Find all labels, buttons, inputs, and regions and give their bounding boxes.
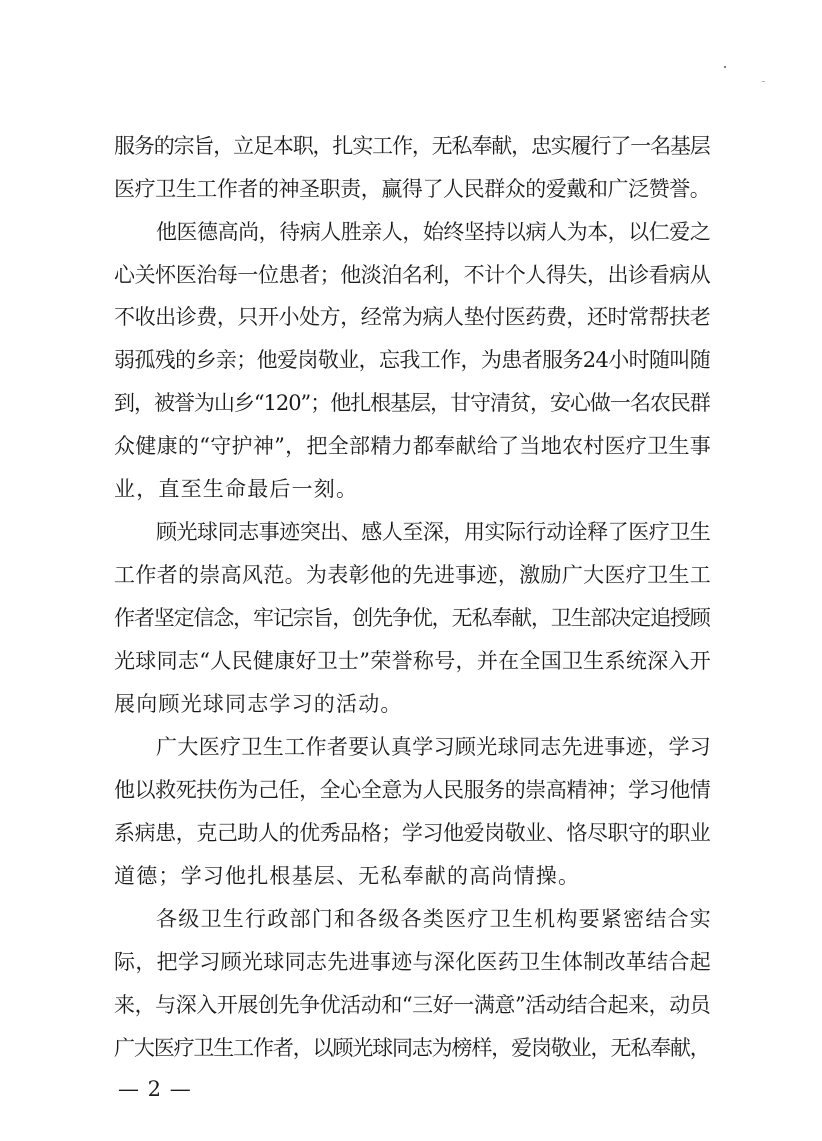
scan-speck <box>724 66 726 68</box>
text-line: 展向顾光球同志学习的活动。 <box>114 692 403 716</box>
page-number: — 2 — <box>118 1077 192 1101</box>
text-line: 心关怀医治每一位患者；他淡泊名利，不计个人得失，出诊看病从 <box>114 263 711 287</box>
text-line: 各级卫生行政部门和各级各类医疗卫生机构要紧密结合实 <box>156 907 713 931</box>
text-line: 作者坚定信念，牢记宗旨，创先争优，无私奉献，卫生部决定追授顾 <box>114 606 710 630</box>
text-line: 他以救死扶伤为己任，全心全意为人民服务的崇高精神；学习他情 <box>114 778 711 802</box>
text-line: 顾光球同志事迹突出、感人至深，用实际行动诠释了医疗卫生 <box>156 520 711 544</box>
text-line: 光球同志“人民健康好卫士”荣誉称号，并在全国卫生系统深入开 <box>114 649 712 673</box>
text-line: 广大医疗卫生工作者要认真学习顾光球同志先进事迹，学习 <box>156 735 712 759</box>
text-line: 弱孤残的乡亲；他爱岗敬业，忘我工作，为患者服务24小时随叫随 <box>114 348 711 372</box>
scan-speck <box>762 81 765 82</box>
text-line: 到，被誉为山乡“120”；他扎根基层，甘守清贫，安心做一名农民群 <box>114 391 710 415</box>
text-line: 广大医疗卫生工作者，以顾光球同志为榜样，爱岗敬业，无私奉献， <box>114 1036 710 1060</box>
text-line: 际，把学习顾光球同志先进事迹与深化医药卫生体制改革结合起 <box>114 950 712 974</box>
text-line: 医疗卫生工作者的神圣职责，赢得了人民群众的爱戴和广泛赞誉。 <box>114 177 711 201</box>
text-line: 他医德高尚，待病人胜亲人，始终坚持以病人为本，以仁爱之 <box>156 220 711 244</box>
text-line: 来，与深入开展创先争优活动和“三好一满意”活动结合起来，动员 <box>114 993 711 1017</box>
text-line: 业，直至生命最后一刻。 <box>114 477 359 501</box>
text-line: 不收出诊费，只开小处方，经常为病人垫付医药费，还时常帮扶老 <box>114 305 711 329</box>
text-line: 系病患，克己助人的优秀品格；学习他爱岗敬业、恪尽职守的职业 <box>114 821 711 845</box>
text-line: 众健康的“守护神”，把全部精力都奉献给了当地农村医疗卫生事 <box>114 434 712 458</box>
text-line: 工作者的崇高风范。为表彰他的先进事迹，激励广大医疗卫生工 <box>114 563 712 587</box>
text-line: 道德；学习他扎根基层、无私奉献的高尚情操。 <box>114 864 581 888</box>
text-line: 服务的宗旨，立足本职，扎实工作，无私奉献，忠实履行了一名基层 <box>114 134 710 158</box>
